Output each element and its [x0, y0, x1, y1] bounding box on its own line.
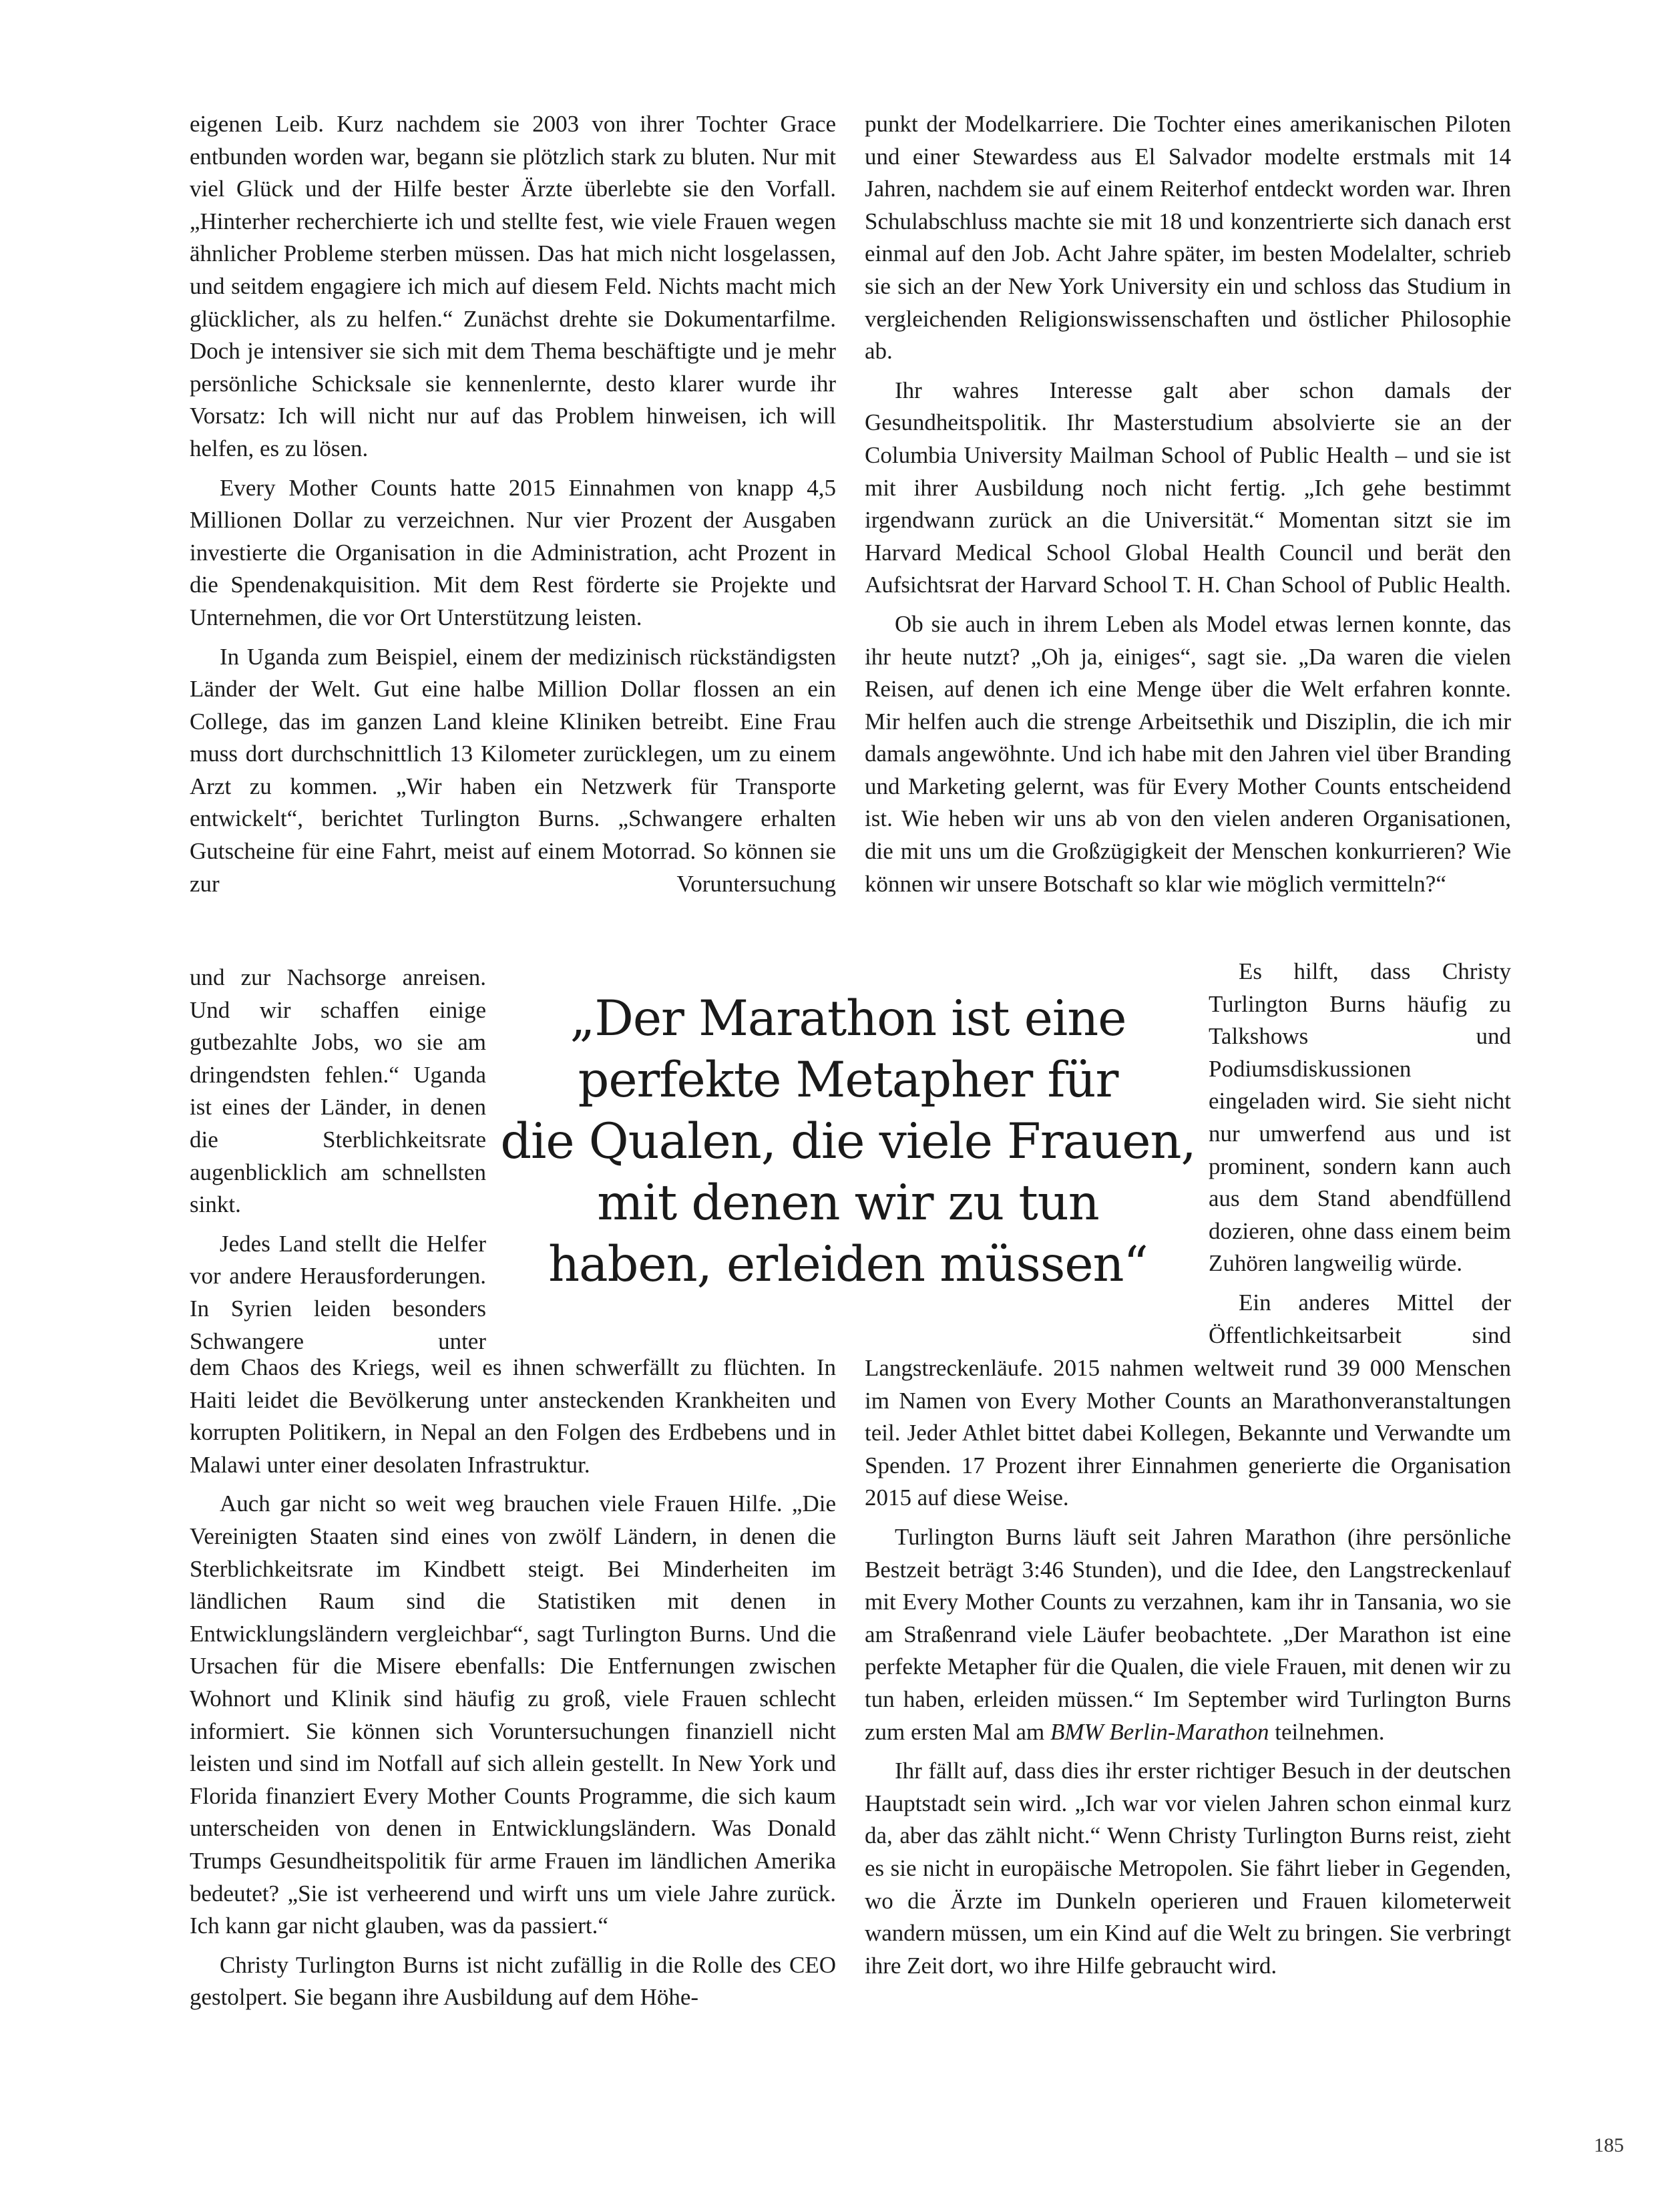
right-column-bottom	[865, 1352, 1511, 1989]
left-column-top	[190, 108, 836, 907]
paragraph: Christy Turlington Burns ist nicht zufällig in die Rolle des CEO gestolpert. Sie begann ihre Ausbildung auf dem Höhe-	[190, 1951, 836, 2011]
paragraph: Ob sie auch in ihrem Leben als Model etwas lernen konnte, das ihr heute nutzt? „Oh ja, einiges“, sagt sie. „Da waren die vielen Reisen, auf denen ich eine Menge über die Welt erfahren konnte. Mir helfen auch die strenge Arbeitsethik und Disziplin, die ich mir damals angewöhnte. Und ich habe mit den Jahren viel über Branding und Marketing gelernt, was für Every Mother Counts entscheidend ist. Wie heben wir uns ab von den vielen anderen Organisationen, die mit uns um die Großzügigkeit der Menschen konkurrieren? Wie können wir unsere Botschaft so klar wie möglich vermitteln?“	[865, 610, 1511, 897]
pull-quote-line: perfekte Metapher für	[578, 1052, 1118, 1109]
paragraph: Es hilft, dass Christy Turlington Burns häufig zu Talkshows und Podiumsdiskussionen eingeladen wird. Sie sieht nicht nur umwerfend aus und ist prominent, sondern kann auch aus dem Stand abendfüllend dozieren, ohne dass einem beim Zuhören langweilig würde.	[1209, 958, 1511, 1277]
paragraph	[865, 1521, 1511, 1748]
paragraph: In Uganda zum Beispiel, einem der medizinisch rückständigsten Länder der Welt. Gut eine halbe Million Dollar flossen an ein College, das im ganzen Land kleine Kliniken betreibt. Eine Frau muss dort durchschnittlich 13 Kilometer zurücklegen, um zu einem Arzt zu kommen. „Wir haben ein Netzwerk für Transporte entwickelt“, berichtet Turlington Burns. „Schwangere erhalten Gutscheine für eine Fahrt, meist auf einem Motorrad. So können sie zur Voruntersuchung	[190, 643, 836, 897]
pull-quote	[497, 988, 1199, 1296]
paragraph: Ihr wahres Interesse galt aber schon damals der Gesundheitspolitik. Ihr Masterstudium absolvierte sie an der Columbia University Mailman School of Public Health – und sie ist mit ihrer Ausbildung noch nicht fertig. „Ich gehe bestimmt irgendwann zurück an die Universität.“ Momentan sitzt sie im Harvard Medical School Global Health Council und berät den Aufsichtsrat der Harvard School T. H. Chan School of Public Health.	[865, 377, 1511, 598]
paragraph: Ein anderes Mittel der Öffentlichkeitsarbeit sind	[1209, 1289, 1511, 1348]
left-column-bottom	[190, 1352, 836, 2021]
paragraph-text: Turlington Burns läuft seit Jahren Marathon (ihre persönliche Bestzeit beträgt 3:46 Stunden), und die Idee, den Langstreckenlauf mit Every Mother Counts zu verzahnen, kam ihr in Tansania, wo sie am Straßenrand viele Läufer beobachtete. „Der Marathon ist eine perfekte Metapher für die Qualen, die viele Frauen, mit denen wir zu tun haben, erleiden müssen.“ Im September wird Turlington Burns zum ersten Mal am	[865, 1523, 1511, 1745]
paragraph: Auch gar nicht so weit weg brauchen viele Frauen Hilfe. „Die Vereinigten Staaten sind eines von zwölf Ländern, in denen die Sterblichkeitsrate im Kindbett steigt. Bei Minderheiten im ländlichen Raum sind die Statistiken mit denen in Entwicklungsländern vergleichbar“, sagt Turlington Burns. Und die Ursachen für die Misere ebenfalls: Die Entfernungen zwischen Wohnort und Klinik sind häufig zu groß, viele Frauen schlecht informiert. Sie können sich Voruntersuchungen finanziell nicht leisten und sind im Notfall auf sich allein gestellt. In New York und Florida finanziert Every Mother Counts Programme, die sich kaum unterscheiden von denen in Entwicklungsländern. Was Donald Trumps Gesundheitspolitik für arme Frauen im ländlichen Amerika bedeutet? „Sie ist verheerend und wirft uns um viele Jahre zurück. Ich kann gar nicht glauben, was da passiert.“	[190, 1491, 836, 1939]
right-column-top	[865, 108, 1511, 907]
pull-quote-line: „Der Marathon ist eine	[570, 990, 1126, 1047]
paragraph: punkt der Modelkarriere. Die Tochter eines amerikanischen Piloten und einer Stewardess aus El Salvador modelte erstmals mit 14 Jahren, nachdem sie auf einem Reiterhof entdeckt worden war. Ihren Schulabschluss machte sie mit 18 und konzentrierte sich danach erst einmal auf den Job. Acht Jahre später, im besten Modelalter, schrieb sie sich an der New York University ein und schloss das Studium in vergleichenden Religionswissenschaften und östlicher Philosophie ab.	[865, 111, 1511, 365]
left-column-narrow	[190, 962, 486, 1364]
paragraph: Langstreckenläufe. 2015 nahmen weltweit rund 39 000 Menschen im Namen von Every Mother Counts an Marathonveranstaltungen teil. Jeder Athlet bittet dabei Kollegen, Bekannte und Verwandte um Spenden. 17 Prozent ihrer Einnahmen generierte die Organisation 2015 auf diese Weise.	[865, 1355, 1511, 1511]
pull-quote-line: die Qualen, die viele Frauen,	[500, 1113, 1196, 1170]
paragraph: dem Chaos des Kriegs, weil es ihnen schwerfällt zu flüchten. In Haiti leidet die Bevölkerung unter ansteckenden Krankheiten und korrupten Politikern, in Nepal an den Folgen des Erdbebens und in Malawi unter einer desolaten Infrastruktur.	[190, 1354, 836, 1478]
right-column-narrow	[1209, 956, 1511, 1358]
pull-quote-line: haben, erleiden müssen“	[548, 1236, 1148, 1293]
paragraph: und zur Nachsorge anreisen. Und wir schaffen einige gutbezahlte Jobs, wo sie am dringendsten fehlen.“ Uganda ist eines der Länder, in denen die Sterblichkeitsrate augenblicklich am schnellsten sinkt.	[190, 964, 486, 1218]
event-name: BMW Berlin-Marathon	[1050, 1718, 1269, 1745]
paragraph: Ihr fällt auf, dass dies ihr erster richtiger Besuch in der deutschen Hauptstadt sein wird. „Ich war vor vielen Jahren schon einmal kurz da, aber das zählt nicht.“ Wenn Christy Turlington Burns reist, zieht es sie nicht in europäische Metropolen. Sie fährt lieber in Gegenden, wo die Ärzte im Dunkeln operieren und Frauen kilometerweit wandern müssen, um ein Kind auf die Welt zu bringen. Sie verbringt ihre Zeit dort, wo ihre Hilfe gebraucht wird.	[865, 1758, 1511, 1979]
paragraph: Jedes Land stellt die Helfer vor andere Herausforderungen. In Syrien leiden besonders Schwangere unter	[190, 1230, 486, 1354]
paragraph: eigenen Leib. Kurz nachdem sie 2003 von ihrer Tochter Grace entbunden worden war, begann sie plötzlich stark zu bluten. Nur mit viel Glück und der Hilfe bester Ärzte überlebte sie den Vorfall. „Hinterher recherchierte ich und stellte fest, wie viele Frauen wegen ähnlicher Probleme sterben müssen. Das hat mich nicht losgelassen, und seitdem engagiere ich mich auf diesem Feld. Nichts macht mich glücklicher, als zu helfen.“ Zunächst drehte sie Dokumentarfilme. Doch je intensiver sie sich mit dem Thema beschäftigte und je mehr persönliche Schicksale sie kennenlernte, desto klarer wurde ihr Vorsatz: Ich will nicht nur auf das Problem hinweisen, ich will helfen, es zu lösen.	[190, 111, 836, 461]
paragraph: Every Mother Counts hatte 2015 Einnahmen von knapp 4,5 Millionen Dollar zu verzeichnen. Nur vier Prozent der Ausgaben investierte die Organisation in die Administration, acht Prozent in die Spendenakquisition. Mit dem Rest förderte sie Projekte und Unternehmen, die vor Ort Unterstützung leisten.	[190, 474, 836, 630]
pull-quote-line: mit denen wir zu tun	[597, 1175, 1099, 1231]
page-number: 185	[1594, 2134, 1624, 2156]
paragraph-tail: teilnehmen.	[1269, 1718, 1385, 1745]
